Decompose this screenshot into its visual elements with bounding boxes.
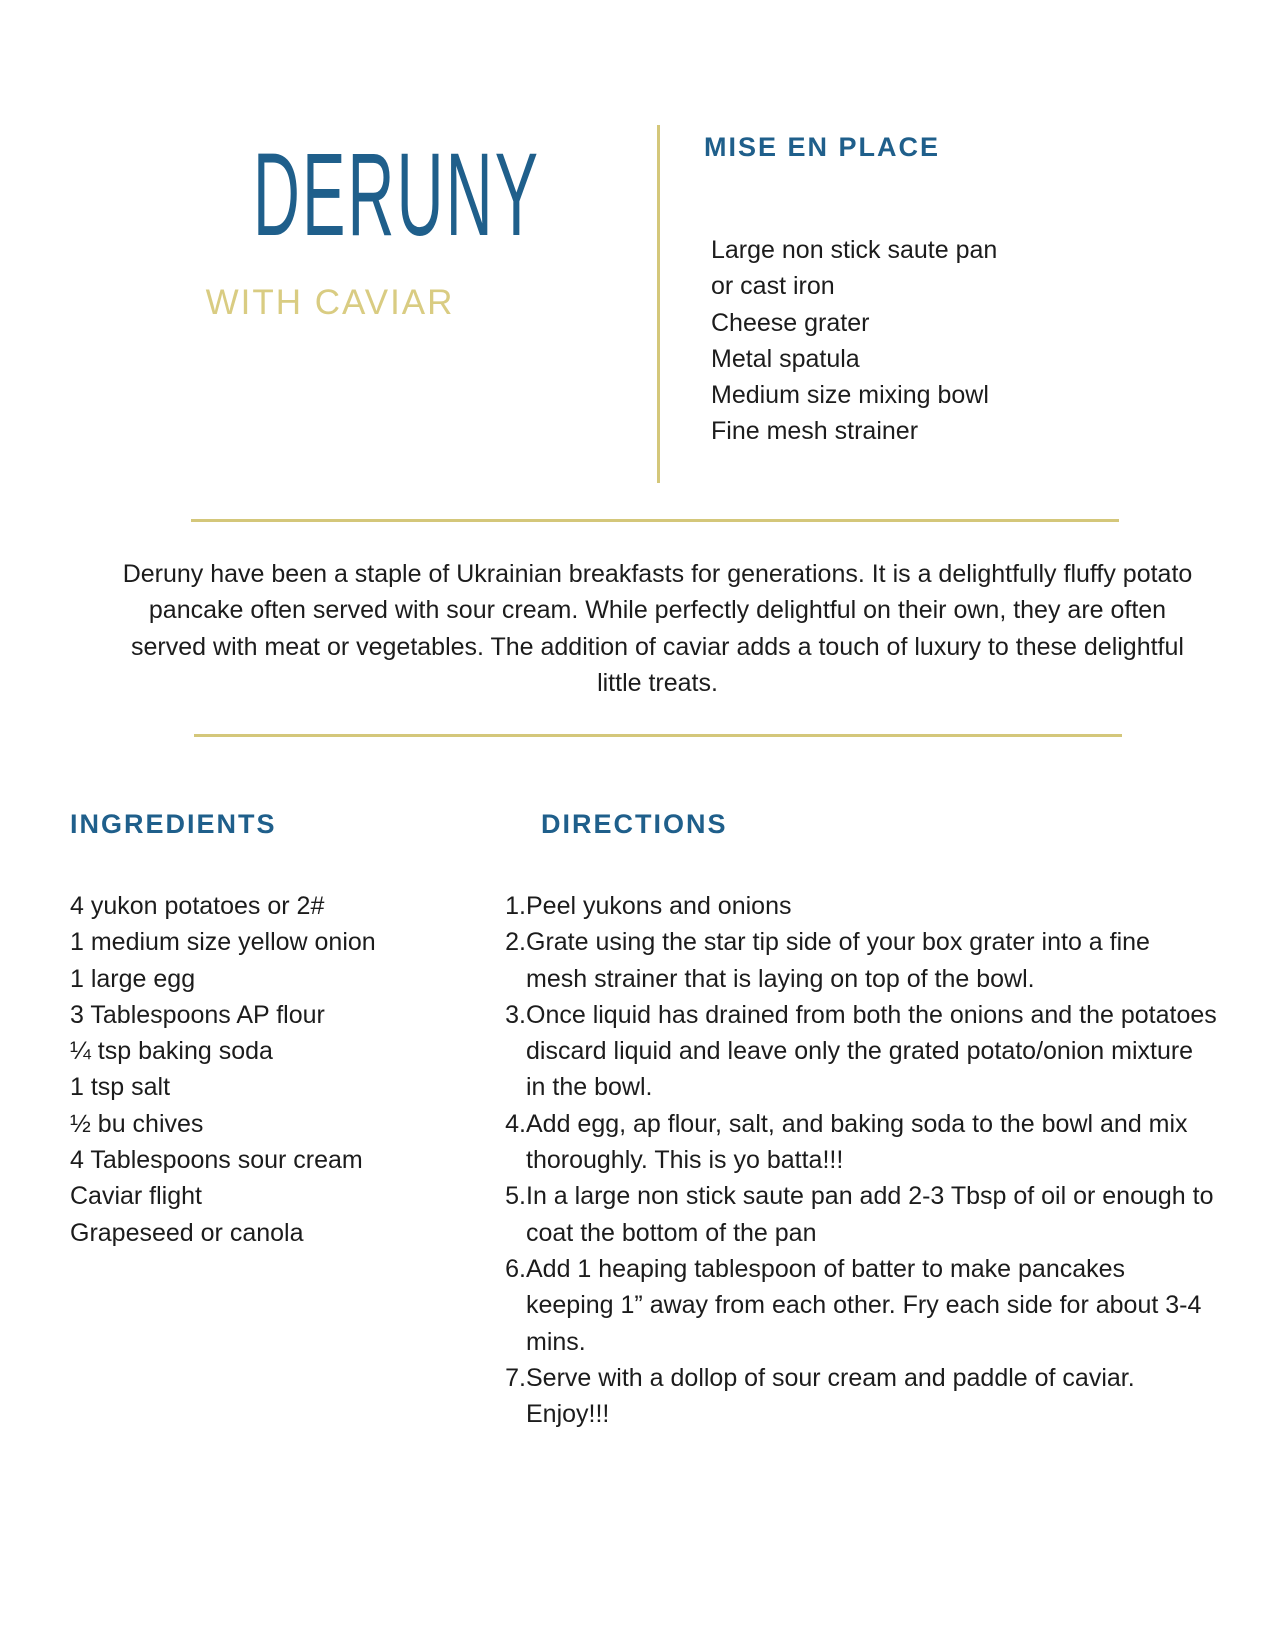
mise-en-place-item: Medium size mixing bowl: [711, 381, 989, 410]
step-text: In a large non stick saute pan add 2-3 Tbsp of oil or enough to coat the bottom of the pan: [526, 1182, 1214, 1247]
step-text: Add 1 heaping tablespoon of batter to make pancakes keeping 1” away from each other. Fry each side for about 3-4 mins.: [526, 1254, 1202, 1356]
step-number: 4.: [505, 1109, 526, 1138]
direction-step: [502, 1178, 1217, 1251]
ingredient-item: ½ bu chives: [70, 1109, 204, 1138]
ingredient-item: Caviar flight: [70, 1182, 202, 1211]
step-text: Add egg, ap flour, salt, and baking soda to the bowl and mix thoroughly. This is yo batta!!!: [526, 1109, 1188, 1175]
mise-en-place-list: [711, 232, 1001, 450]
direction-step: [502, 888, 1217, 924]
mise-en-place-item: Metal spatula: [711, 344, 860, 373]
directions-list: [502, 888, 1217, 1432]
step-number: 7.: [505, 1363, 526, 1392]
step-text: Peel yukons and onions: [526, 892, 792, 920]
step-number: 3.: [505, 1000, 526, 1029]
mise-en-place-item: Fine mesh strainer: [711, 417, 919, 446]
ingredients-heading: INGREDIENTS: [70, 809, 277, 839]
recipe-title: DERUNY: [253, 129, 541, 261]
direction-step: [502, 924, 1217, 997]
directions-heading: DIRECTIONS: [541, 809, 728, 839]
direction-step: [502, 997, 1217, 1106]
direction-step: [502, 1251, 1217, 1360]
step-number: 1.: [505, 892, 526, 920]
ingredient-item: 1 large egg: [70, 964, 196, 993]
direction-step: [502, 1360, 1217, 1433]
step-number: 5.: [505, 1182, 526, 1211]
step-text: Grate using the star tip side of your box grater into a fine mesh strainer that is laying on top of the bowl.: [526, 928, 1150, 993]
step-number: 2.: [505, 928, 526, 957]
step-text: Once liquid has drained from both the onions and the potatoes discard liquid and leave only the grated potato/onion mixture in the bowl.: [526, 1000, 1217, 1102]
bottom-divider: [194, 734, 1122, 737]
step-text: Serve with a dollop of sour cream and paddle of caviar. Enjoy!!!: [526, 1363, 1135, 1429]
ingredients-list: [70, 888, 470, 1251]
ingredient-item: 4 Tablespoons sour cream: [70, 1146, 363, 1175]
step-number: 6.: [505, 1254, 526, 1283]
mise-en-place-item: Cheese grater: [711, 308, 870, 337]
ingredient-item: 1 tsp salt: [70, 1073, 171, 1102]
direction-step: [502, 1106, 1217, 1179]
intro-paragraph: Deruny have been a staple of Ukrainian breakfasts for generations. It is a delightfully fluffy potato pancake often served with sour cream. While perfectly delightful on their own, they are often served with meat or vegetables. The addition of caviar adds a touch of luxury to these delightful little treats.: [122, 560, 1193, 697]
ingredient-item: 1 medium size yellow onion: [70, 928, 376, 957]
ingredient-item: 3 Tablespoons AP flour: [70, 1000, 325, 1029]
ingredient-item: Grapeseed or canola: [70, 1218, 304, 1247]
top-divider: [191, 519, 1119, 522]
mise-en-place-heading: MISE EN PLACE: [704, 132, 941, 162]
mise-en-place-item: Large non stick saute pan or cast iron: [711, 236, 998, 301]
vertical-divider: [657, 125, 660, 483]
ingredient-item: 4 yukon potatoes or 2#: [70, 892, 325, 920]
ingredient-item: ¼ tsp baking soda: [70, 1037, 273, 1066]
recipe-subtitle: WITH CAVIAR: [205, 283, 455, 322]
